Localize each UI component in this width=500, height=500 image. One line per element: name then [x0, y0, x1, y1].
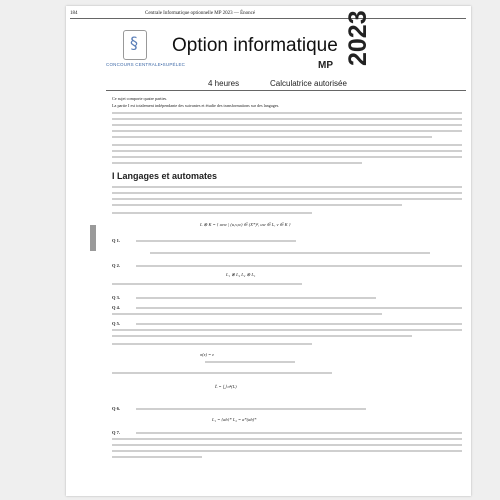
intro-line-1: Ce sujet comporte quatre parties. [112, 96, 168, 101]
formula-4: L̃ = ⋃ σⁿ(L) [215, 384, 237, 389]
page-number: 184 [70, 11, 78, 16]
running-title: Centrale Informatique optionnelle MP 2023 — Énoncé [145, 11, 256, 16]
section-title: I Langages et automates [112, 171, 218, 181]
exam-duration: 4 heures [208, 79, 240, 88]
text-line [112, 283, 302, 285]
text-line [112, 156, 462, 158]
margin-marker [90, 225, 96, 251]
text-line [112, 444, 462, 446]
text-line [112, 198, 462, 200]
exam-page [66, 6, 471, 496]
text-line [112, 186, 462, 188]
intro-line-2: La partie I est totalement indépendante des suivantes et étudie des transformations sur des langages. [112, 103, 280, 108]
text-line [112, 118, 462, 120]
question-label: Q 5. [112, 321, 121, 326]
formula-5: L₁ = {ab}* L₂ = a*(ab)* [212, 417, 257, 422]
title-rule [106, 90, 466, 91]
question-label: Q 7. [112, 430, 121, 435]
text-line [112, 343, 312, 345]
text-line [136, 323, 462, 325]
text-line [136, 432, 462, 434]
text-line [136, 297, 376, 299]
text-line [112, 212, 312, 214]
text-line [112, 124, 462, 126]
text-line [136, 408, 366, 410]
text-line [112, 204, 402, 206]
centrale-logo-icon: § [130, 33, 138, 52]
question-label: Q 4. [112, 305, 121, 310]
text-line [112, 162, 362, 164]
text-line [150, 252, 430, 254]
text-line [112, 450, 462, 452]
text-line [112, 329, 462, 331]
question-label: Q 2. [112, 263, 121, 268]
question-label: Q 1. [112, 238, 121, 243]
exam-year: 2023 [344, 10, 372, 66]
text-line [112, 456, 202, 458]
header-rule [70, 18, 466, 19]
text-line [205, 361, 295, 363]
question-label: Q 3. [112, 295, 121, 300]
text-line [112, 112, 462, 114]
text-line [112, 313, 382, 315]
formula-2: L₁ ⊗ L₂ L₂ ⊗ L₁ [226, 272, 256, 277]
logo-text: CONCOURS CENTRALE•SUPÉLEC [106, 62, 186, 67]
formula-1: L ⊗ K = { uvw | (u,v,w) ∈ (X*)³, uw ∈ L, v ∈ K } [200, 222, 291, 227]
text-line [112, 335, 412, 337]
text-line [112, 372, 332, 374]
exam-calculator: Calculatrice autorisée [270, 79, 347, 88]
exam-track: MP [318, 60, 333, 71]
text-line [136, 265, 462, 267]
text-line [112, 144, 462, 146]
text-line [136, 307, 462, 309]
text-line [112, 150, 462, 152]
formula-3: σ(ε) = ε [200, 352, 215, 357]
exam-title: Option informatique [172, 35, 338, 56]
text-line [112, 438, 462, 440]
text-line [112, 192, 462, 194]
text-line [112, 130, 462, 132]
text-line [112, 136, 432, 138]
text-line [136, 240, 296, 242]
question-label: Q 6. [112, 406, 121, 411]
